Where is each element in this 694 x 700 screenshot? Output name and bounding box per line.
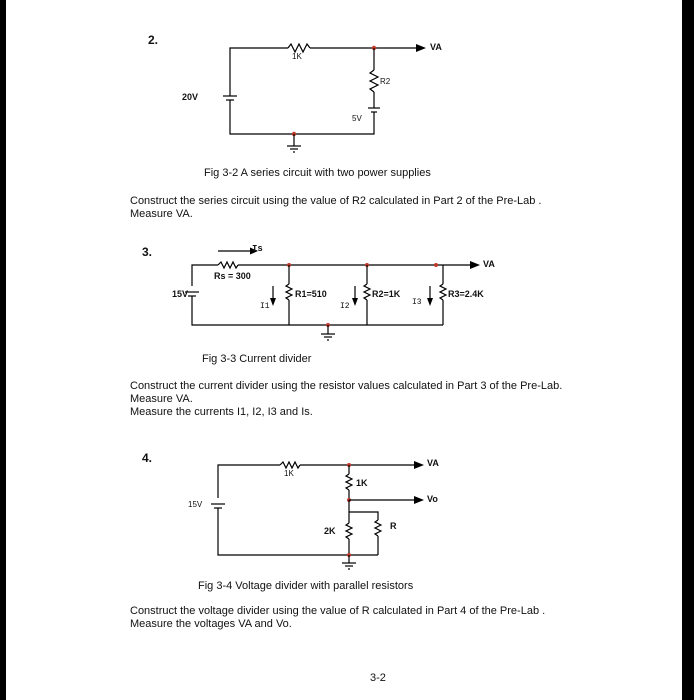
instruction-line: Measure the voltages VA and Vo. — [130, 618, 292, 630]
fig-3-4-circuit — [211, 461, 424, 569]
fig3-r2-label: R2=1K — [372, 289, 401, 299]
problem-2-instructions — [130, 195, 542, 221]
fig-3-4-caption: Fig 3-4 Voltage divider with parallel resistors — [198, 580, 414, 592]
circuit-diagrams — [6, 0, 682, 700]
fig3-r3-label: R3=2.4K — [448, 289, 484, 299]
fig-3-2-circuit — [223, 44, 426, 152]
fig3-rs-label: Rs = 300 — [214, 271, 251, 281]
instruction-line: Measure the currents I1, I2, I3 and Is. — [130, 406, 313, 418]
fig3-i2-label: I2 — [340, 302, 350, 311]
fig-3-3-circuit — [185, 248, 480, 341]
fig3-r1-label: R1=510 — [295, 289, 327, 299]
fig2-va-label: VA — [430, 42, 442, 52]
fig2-r1-label: 1K — [292, 52, 302, 61]
problem-3-instructions — [130, 380, 562, 419]
fig4-r-top-label: 1K — [284, 469, 294, 478]
document-page — [6, 0, 682, 700]
fig3-15v-label: 15V — [172, 289, 189, 299]
page-number: 3-2 — [370, 672, 386, 684]
fig2-20v-label: 20V — [182, 92, 199, 102]
fig4-va-label: VA — [427, 458, 439, 468]
fig2-5v-label: 5V — [352, 114, 362, 123]
fig3-i1-label: I1 — [260, 302, 270, 311]
fig4-15v-label: 15V — [188, 500, 203, 509]
problem-2-number: 2. — [148, 33, 159, 47]
fig3-va-label: VA — [483, 259, 495, 269]
instruction-line: Construct the series circuit using the value of R2 calculated in Part 2 of the Pre-Lab . — [130, 195, 542, 207]
instruction-line: Measure VA. — [130, 393, 193, 405]
fig-3-3-caption: Fig 3-3 Current divider — [202, 353, 312, 365]
fig4-r-label: R — [390, 521, 397, 531]
fig2-r2-label: R2 — [380, 77, 391, 86]
instruction-line: Construct the voltage divider using the value of R calculated in Part 4 of the Pre-Lab . — [130, 605, 546, 617]
instruction-line: Measure VA. — [130, 208, 193, 220]
fig3-is-label: Is — [252, 244, 263, 254]
fig3-i3-label: I3 — [412, 298, 422, 307]
problem-4-instructions — [130, 605, 545, 631]
fig-3-2-caption: Fig 3-2 A series circuit with two power supplies — [204, 167, 431, 179]
fig4-r-mid-label: 1K — [356, 478, 368, 488]
problem-4-number: 4. — [142, 451, 153, 465]
problem-3-number: 3. — [142, 245, 153, 259]
fig4-2k-label: 2K — [324, 526, 336, 536]
fig4-vo-label: Vo — [427, 494, 438, 504]
instruction-line: Construct the current divider using the resistor values calculated in Part 3 of the Pre-Lab. — [130, 380, 563, 392]
